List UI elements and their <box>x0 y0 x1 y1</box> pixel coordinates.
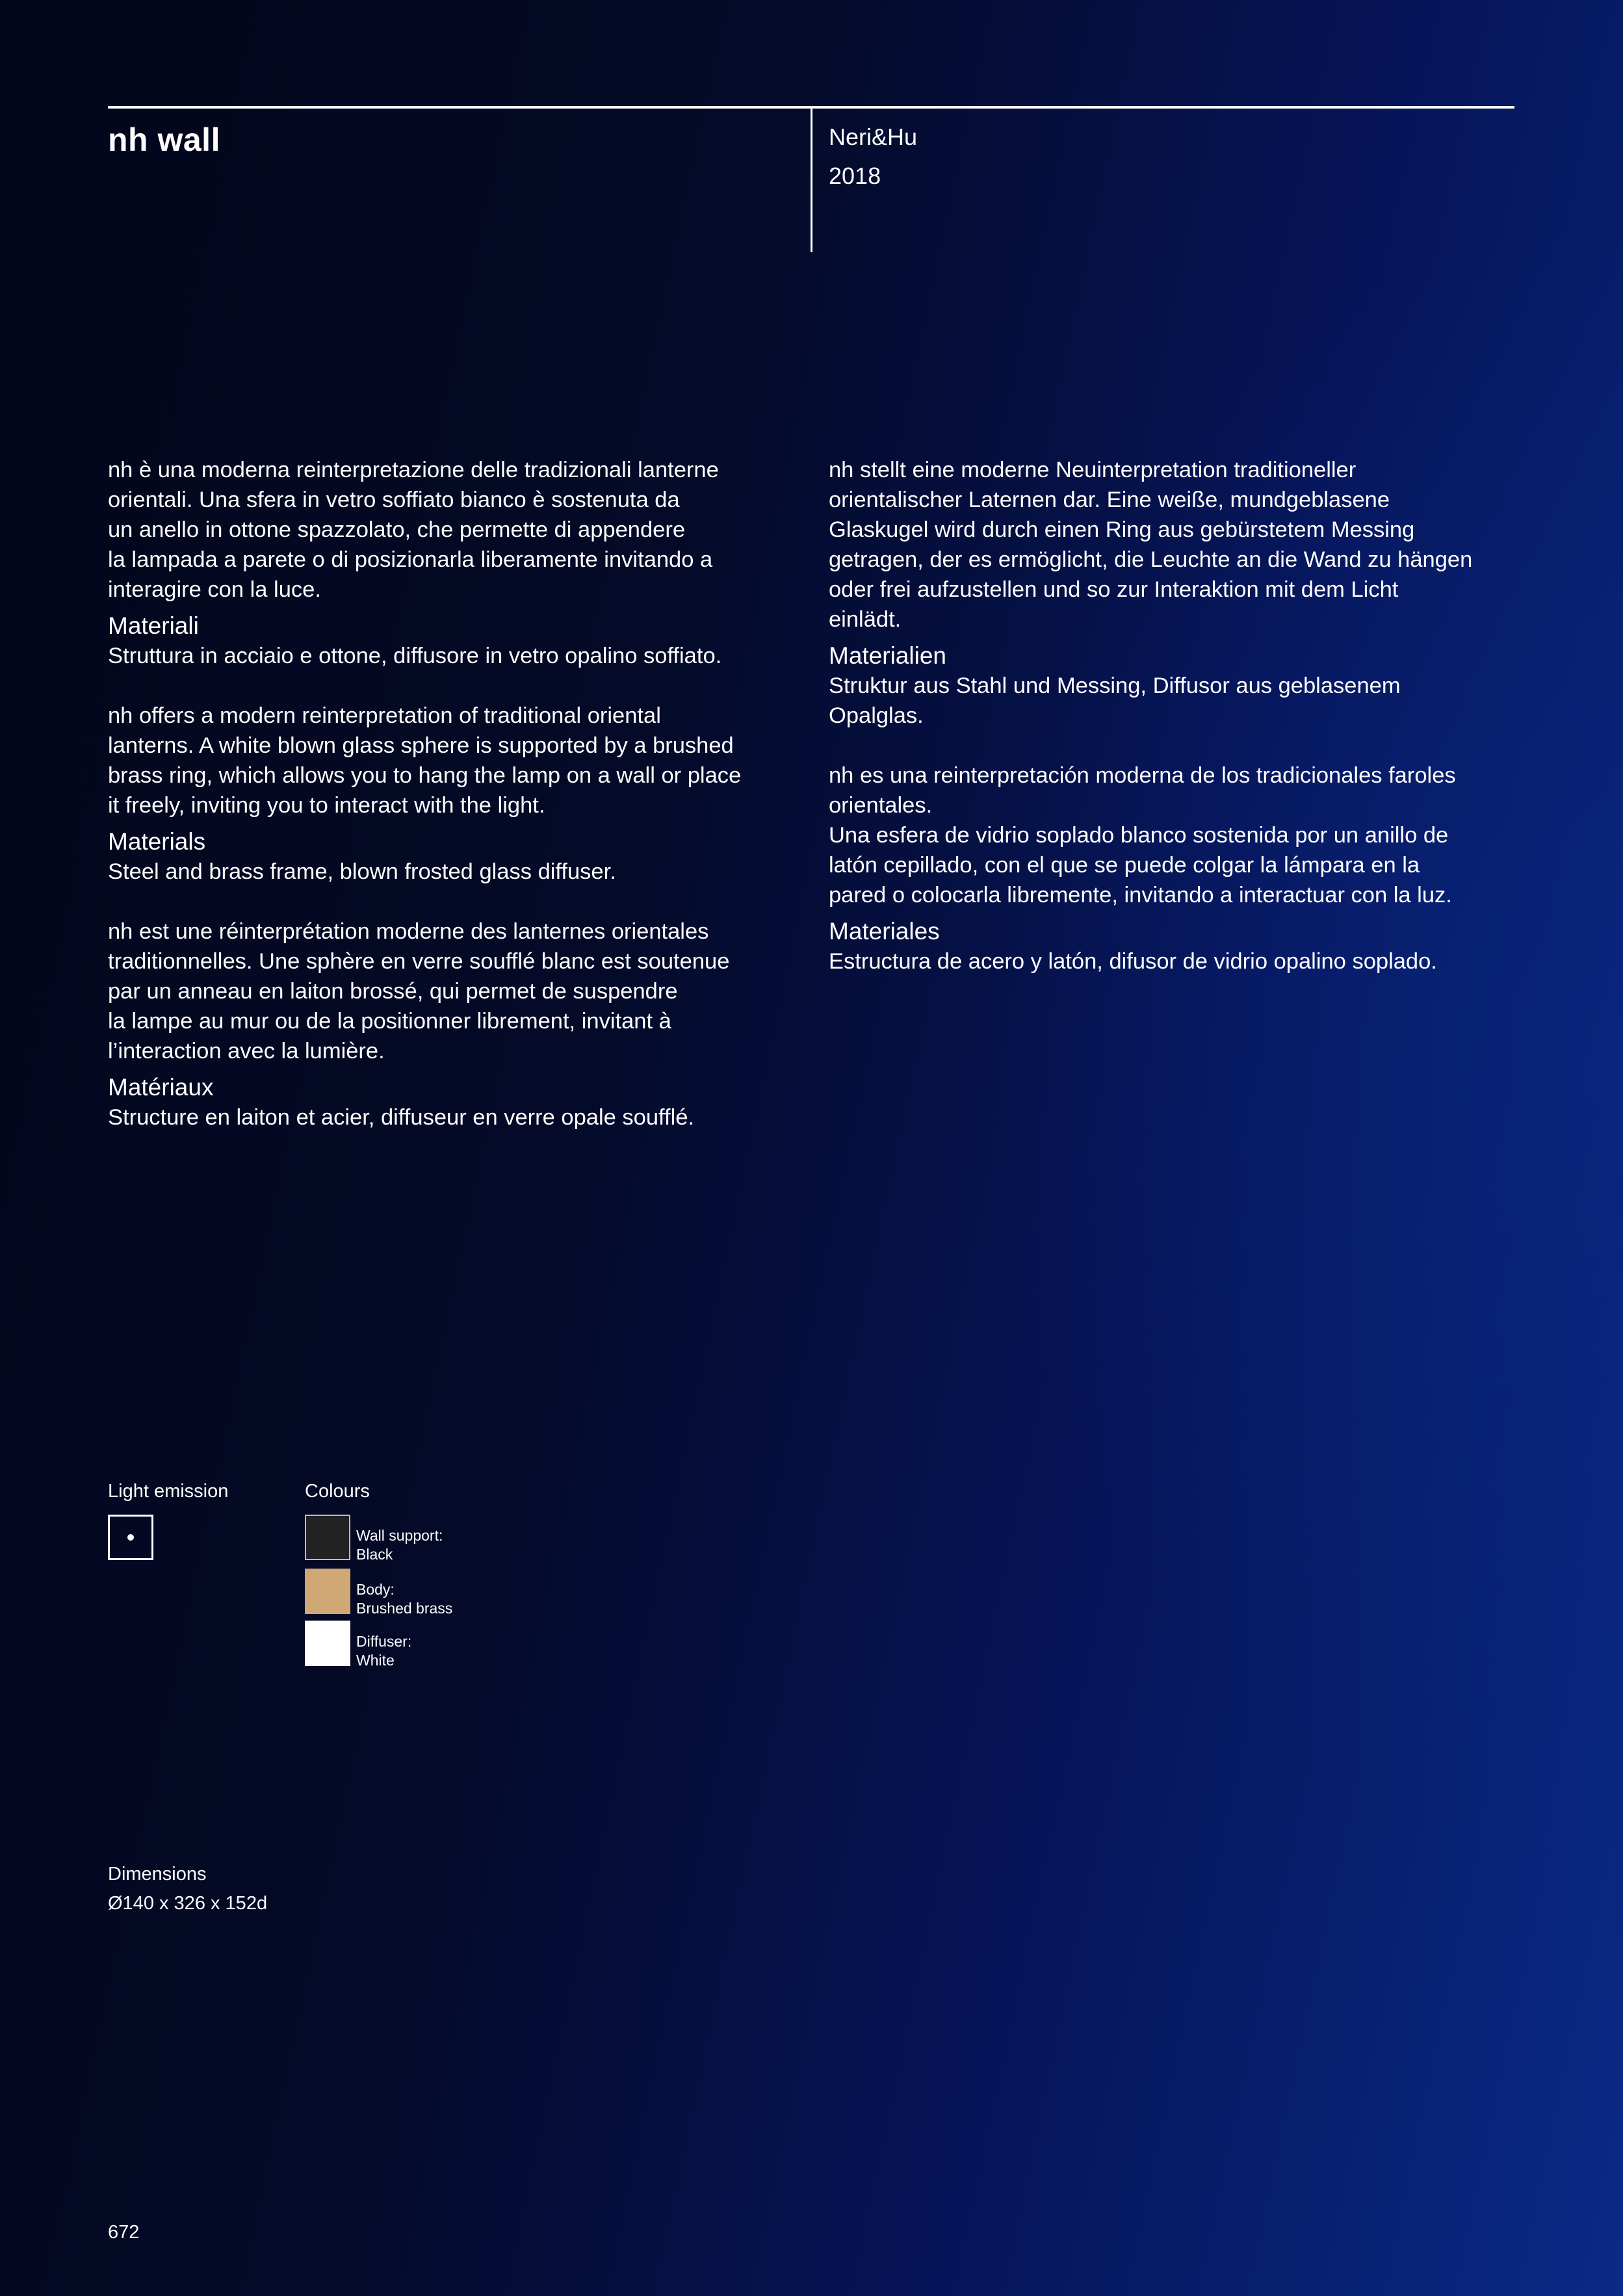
materials-heading: Materiales <box>829 918 940 945</box>
description-text: nh es una reinterpretación moderna de los tradicionales faroles orientales. Una esfera de vidrio soplado blanco sostenida por un anillo de latón cepillado, con el que se puede colgar la lámpara en la pared o colocarla libremente, invitando a interactuar con la luz. <box>829 763 1456 907</box>
description-column-left <box>108 455 807 1162</box>
header-column-divider <box>811 106 812 252</box>
description-spanish <box>829 761 1518 976</box>
description-english <box>108 701 807 887</box>
product-title: nh wall <box>108 122 220 158</box>
light-point-dot <box>127 1534 134 1541</box>
materials-text: Struktur aus Stahl und Messing, Diffusor aus geblasenem Opalglas. <box>829 673 1401 728</box>
colour-label-wall-support: Wall support: Black <box>356 1527 443 1563</box>
materials-heading: Materiali <box>108 612 199 639</box>
description-text: nh offers a modern reinterpretation of traditional oriental lanterns. A white blown glass sphere is supported by a brushed brass ring, which allows you to hang the lamp on a wall or place it freely, inviting you to interact with the light. <box>108 703 742 818</box>
light-emission-label: Light emission <box>108 1481 229 1502</box>
design-year: 2018 <box>829 163 881 189</box>
description-text: nh stellt eine moderne Neuinterpretation traditioneller orientalischer Laternen dar. Eine weiße, mundgeblasene Glaskugel wird durch einen Ring aus gebürstetem Messing getragen, der es ermöglicht, die Leuchte an die Wand zu hängen oder frei aufzustellen und so zur Interaktion mit dem Licht einlädt. <box>829 458 1473 632</box>
description-french <box>108 917 807 1132</box>
colour-swatch-white <box>305 1621 350 1666</box>
materials-heading: Materials <box>108 828 206 855</box>
colour-swatch-brass <box>305 1569 350 1614</box>
description-text: nh est une réinterprétation moderne des lanternes orientales traditionnelles. Une sphère en verre soufflé blanc est soutenue par un anneau en laiton brossé, qui permet de suspendre la lampe au mur ou de la positionner librement, invitant à l’interaction avec la lumière. <box>108 919 730 1063</box>
page-number: 672 <box>108 2222 140 2243</box>
description-italian <box>108 455 807 671</box>
materials-text: Steel and brass frame, blown frosted glass diffuser. <box>108 859 616 884</box>
description-column-right <box>829 455 1518 1006</box>
description-german <box>829 455 1518 731</box>
colour-swatch-black <box>305 1515 350 1560</box>
materials-text: Estructura de acero y latón, difusor de vidrio opalino soplado. <box>829 949 1437 974</box>
colours-label: Colours <box>305 1481 370 1502</box>
materials-heading: Materialien <box>829 642 946 669</box>
materials-text: Struttura in acciaio e ottone, diffusore in vetro opalino soffiato. <box>108 644 722 668</box>
dimensions-value: Ø140 x 326 x 152d <box>108 1893 268 1914</box>
colour-label-diffuser: Diffuser: White <box>356 1633 412 1669</box>
designer-name: Neri&Hu <box>829 124 918 150</box>
materials-heading: Matériaux <box>108 1074 214 1101</box>
colour-label-body: Body: Brushed brass <box>356 1581 453 1617</box>
materials-text: Structure en laiton et acier, diffuseur en verre opale soufflé. <box>108 1105 695 1130</box>
dimensions-label: Dimensions <box>108 1864 207 1885</box>
description-text: nh è una moderna reinterpretazione delle tradizionali lanterne orientali. Una sfera in vetro soffiato bianco è sostenuta da un anello in ottone spazzolato, che permette di appendere la lampada a parete o di posizionarla liberamente invitando a interagire con la luce. <box>108 458 719 602</box>
downlight-point-icon <box>108 1515 153 1560</box>
